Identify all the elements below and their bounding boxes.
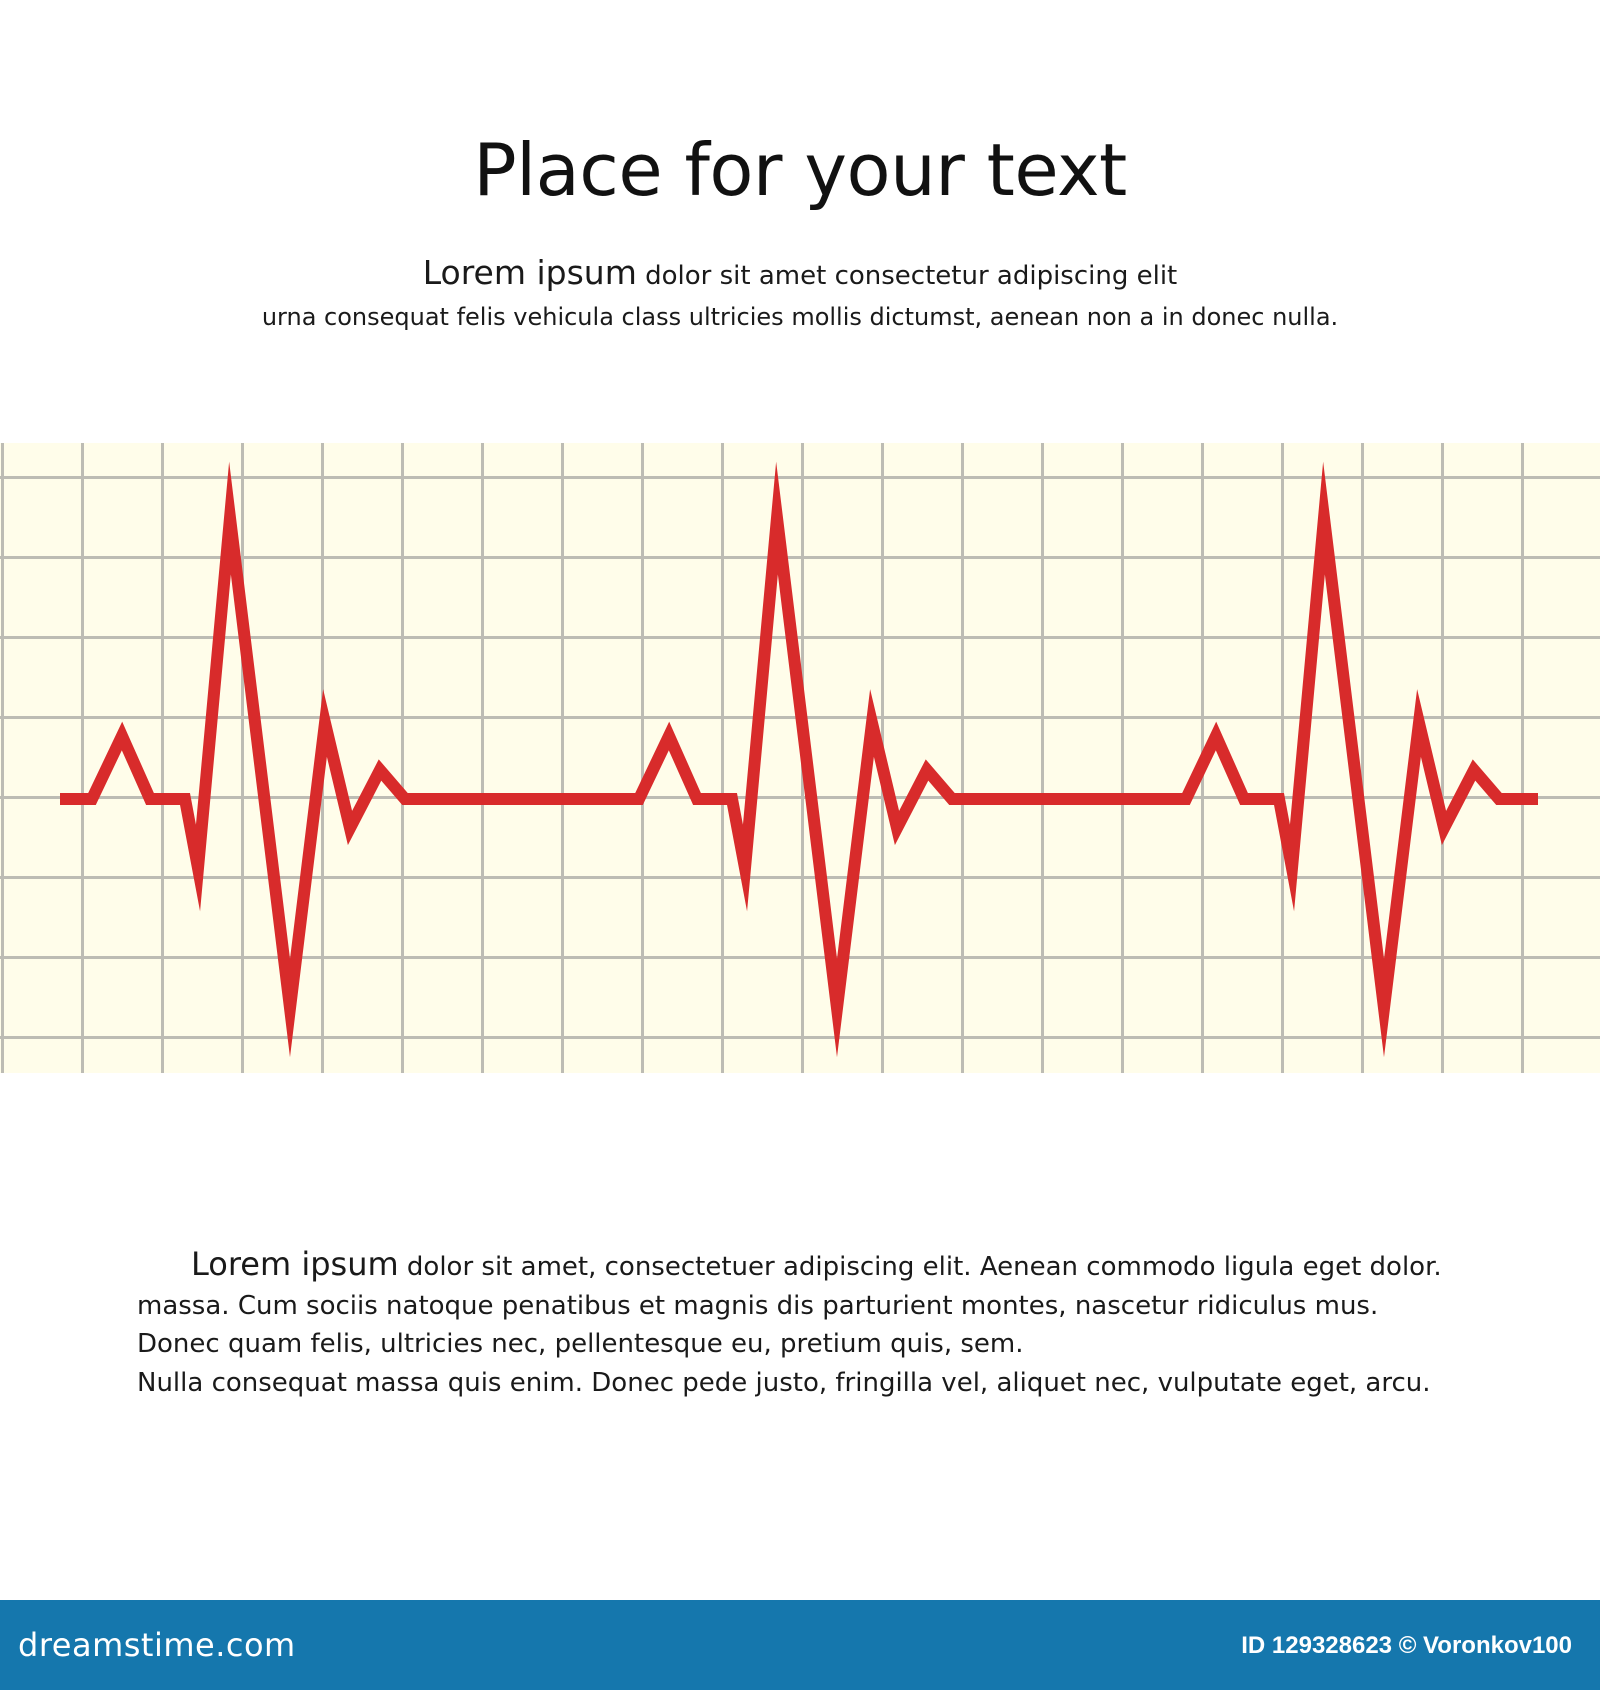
footer-bar [0, 1600, 1600, 1690]
page-title: Place for your text [473, 128, 1127, 212]
body-text [137, 1245, 1537, 1402]
body-line-1 [137, 1245, 1537, 1287]
intro-line-1 [0, 252, 1600, 297]
image-id-credit: ID 129328623 © Voronkov100 [1241, 1632, 1572, 1659]
intro-lead: Lorem ipsum [422, 253, 637, 292]
ecg-grid-panel [0, 443, 1600, 1073]
body-line-2: massa. Cum sociis natoque penatibus et magnis dis parturient montes, nascetur ridiculus mus. [137, 1290, 1379, 1321]
body-line-3: Donec quam felis, ultricies nec, pellentesque eu, pretium quis, sem. [137, 1329, 1024, 1359]
heartbeat-line [60, 518, 1538, 1008]
heartbeat-illustration [0, 443, 1600, 1073]
watermark-brand: dreamstime.com [18, 1626, 296, 1664]
body-line-4: Nulla consequat massa quis enim. Donec pede justo, fringilla vel, aliquet nec, vulputate eget, arcu. [137, 1367, 1431, 1398]
intro-line-2: urna consequat felis vehicula class ultricies mollis dictumst, aenean non a in donec nulla. [261, 303, 1339, 331]
body-lead: Lorem ipsum [191, 1245, 399, 1283]
body-line-1-rest: dolor sit amet, consectetuer adipiscing elit. Aenean commodo ligula eget dolor. [398, 1252, 1442, 1282]
intro-line-1-rest: dolor sit amet consectetur adipiscing elit [636, 261, 1178, 291]
intro-text [0, 252, 1600, 337]
